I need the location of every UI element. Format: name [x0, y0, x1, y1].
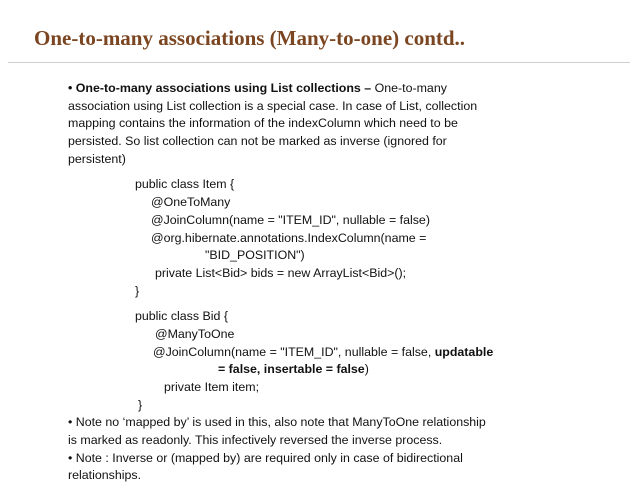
- note-line: • Note : Inverse or (mapped by) are required only in case of bidirectional: [68, 450, 463, 465]
- code-block-bid: [68, 308, 508, 414]
- code-line: @OneToMany: [151, 195, 231, 210]
- code-line: [68, 361, 508, 379]
- code-bold-text: updatable: [434, 344, 494, 359]
- note-line: is marked as readonly. This infectively reversed the inverse process.: [68, 433, 443, 448]
- bullet-1-line-2: association using List collection is a special case. In case of List, collection: [68, 98, 478, 113]
- code-line: @JoinColumn(name = "ITEM_ID", nullable = false): [151, 212, 430, 227]
- code-line: "BID_POSITION"): [205, 248, 305, 263]
- code-line: public class Item {: [135, 177, 235, 192]
- code-text: ): [364, 362, 369, 377]
- bullet-1-line-3: mapping contains the information of the indexColumn which need to be: [68, 116, 458, 131]
- bullet-1-line-5: persistent): [68, 151, 126, 166]
- code-text: @JoinColumn(name = "ITEM_ID", nullable = false,: [153, 344, 435, 359]
- note-line: • Note no ‘mapped by’ is used in this, also note that ManyToOne relationship: [68, 415, 486, 430]
- code-line: private List<Bid> bids = new ArrayList<Bid>();: [155, 265, 407, 280]
- title-divider: [8, 62, 630, 63]
- code-line: private Item item;: [164, 380, 260, 394]
- slide-title: One-to-many associations (Many-to-one) contd..: [34, 26, 466, 50]
- notes: [68, 414, 508, 485]
- code-line: [68, 344, 508, 362]
- code-line: }: [135, 283, 140, 298]
- code-block-item: [68, 176, 508, 300]
- bullet-1-line-1: [68, 80, 508, 98]
- slide-body: [68, 80, 508, 485]
- bullet-1-heading: • One-to-many associations using List collections –: [68, 81, 372, 95]
- bullet-1-line-4: persisted. So list collection can not be marked as inverse (ignored for: [68, 134, 447, 149]
- code-line: @org.hibernate.annotations.IndexColumn(name =: [151, 230, 427, 245]
- note-line: relationships.: [68, 468, 142, 483]
- code-line: public class Bid {: [135, 309, 228, 324]
- code-line: @ManyToOne: [155, 326, 235, 341]
- code-bold-text: = false, insertable = false: [218, 362, 365, 377]
- bullet-1-text: One-to-many: [371, 81, 447, 95]
- code-line: }: [138, 397, 143, 412]
